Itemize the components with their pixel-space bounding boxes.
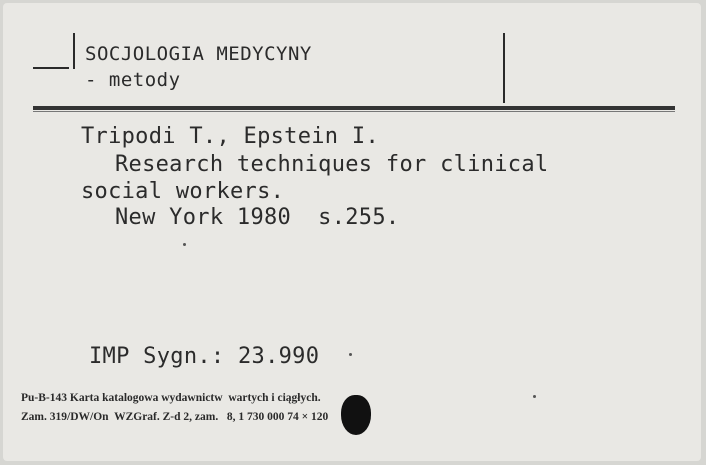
call-number: IMP Sygn.: 23.990	[89, 344, 320, 369]
imprint-line: New York 1980 s.255.	[115, 205, 400, 230]
ink-blot	[341, 395, 371, 435]
speck	[533, 395, 536, 398]
footer-line-2: Zam. 319/DW/On WZGraf. Z-d 2, zam. 8, 1 730 000 74 × 120	[21, 411, 329, 423]
left-vertical-bar	[73, 33, 75, 69]
speck	[349, 353, 352, 356]
header-rule	[33, 106, 675, 110]
title-line-2: social workers.	[81, 179, 285, 204]
author-line: Tripodi T., Epstein I.	[81, 124, 379, 149]
catalog-card	[3, 3, 701, 461]
subject-heading: SOCJOLOGIA MEDYCYNY	[85, 43, 312, 65]
subheading: - metody	[85, 69, 181, 91]
footer-line-1: Pu-B-143 Karta katalogowa wydawnictw wartych i ciągłych.	[21, 392, 321, 404]
speck	[183, 243, 186, 246]
heading-underline	[33, 67, 69, 69]
right-vertical-bar	[503, 33, 505, 103]
title-line-1: Research techniques for clinical	[115, 152, 549, 177]
header-rule-shadow	[33, 111, 675, 112]
